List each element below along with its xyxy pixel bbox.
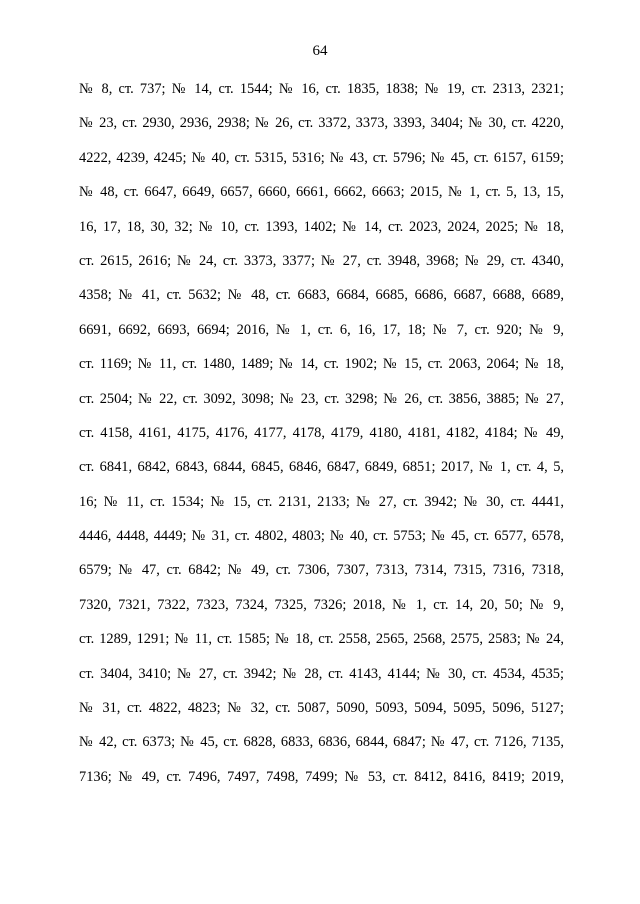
text-line: № 23, ст. 2930, 2936, 2938; № 26, ст. 3372, 3373, 3393, 3404; № 30, ст. 4220, xyxy=(79,115,564,132)
text-line: 6579; № 47, ст. 6842; № 49, ст. 7306, 7307, 7313, 7314, 7315, 7316, 7318, xyxy=(79,562,564,579)
text-line: ст. 1169; № 11, ст. 1480, 1489; № 14, ст. 1902; № 15, ст. 2063, 2064; № 18, xyxy=(79,356,564,373)
body-text xyxy=(79,72,564,794)
text-line: № 8, ст. 737; № 14, ст. 1544; № 16, ст. 1835, 1838; № 19, ст. 2313, 2321; xyxy=(79,81,564,97)
text-line: ст. 2504; № 22, ст. 3092, 3098; № 23, ст. 3298; № 26, ст. 3856, 3885; № 27, xyxy=(79,390,564,407)
page-number: 64 xyxy=(312,43,328,59)
text-line: ст. 6841, 6842, 6843, 6844, 6845, 6846, 6847, 6849, 6851; 2017, № 1, ст. 4, 5, xyxy=(79,459,564,476)
text-line: ст. 1289, 1291; № 11, ст. 1585; № 18, ст. 2558, 2565, 2568, 2575, 2583; № 24, xyxy=(79,631,564,648)
text-line: ст. 3404, 3410; № 27, ст. 3942; № 28, ст. 4143, 4144; № 30, ст. 4534, 4535; xyxy=(79,665,564,682)
text-line: 16; № 11, ст. 1534; № 15, ст. 2131, 2133; № 27, ст. 3942; № 30, ст. 4441, xyxy=(79,493,564,510)
text-line: № 31, ст. 4822, 4823; № 32, ст. 5087, 5090, 5093, 5094, 5095, 5096, 5127; xyxy=(79,700,564,717)
text-line: ст. 2615, 2616; № 24, ст. 3373, 3377; № 27, ст. 3948, 3968; № 29, ст. 4340, xyxy=(79,252,564,269)
text-line: 4358; № 41, ст. 5632; № 48, ст. 6683, 6684, 6685, 6686, 6687, 6688, 6689, xyxy=(79,287,564,304)
text-line: 16, 17, 18, 30, 32; № 10, ст. 1393, 1402; № 14, ст. 2023, 2024, 2025; № 18, xyxy=(79,218,564,235)
text-line: № 42, ст. 6373; № 45, ст. 6828, 6833, 6836, 6844, 6847; № 47, ст. 7126, 7135, xyxy=(79,734,564,751)
text-line: ст. 4158, 4161, 4175, 4176, 4177, 4178, 4179, 4180, 4181, 4182, 4184; № 49, xyxy=(79,424,564,441)
text-line: 4222, 4239, 4245; № 40, ст. 5315, 5316; № 43, ст. 5796; № 45, ст. 6157, 6159; xyxy=(79,149,564,166)
text-line: 7136; № 49, ст. 7496, 7497, 7498, 7499; № 53, ст. 8412, 8416, 8419; 2019, xyxy=(79,768,564,785)
text-line: 6691, 6692, 6693, 6694; 2016, № 1, ст. 6, 16, 17, 18; № 7, ст. 920; № 9, xyxy=(79,321,564,338)
text-line: № 48, ст. 6647, 6649, 6657, 6660, 6661, 6662, 6663; 2015, № 1, ст. 5, 13, 15, xyxy=(79,184,564,201)
text-line: 7320, 7321, 7322, 7323, 7324, 7325, 7326; 2018, № 1, ст. 14, 20, 50; № 9, xyxy=(79,596,564,613)
text-line: 4446, 4448, 4449; № 31, ст. 4802, 4803; № 40, ст. 5753; № 45, ст. 6577, 6578, xyxy=(79,528,564,545)
